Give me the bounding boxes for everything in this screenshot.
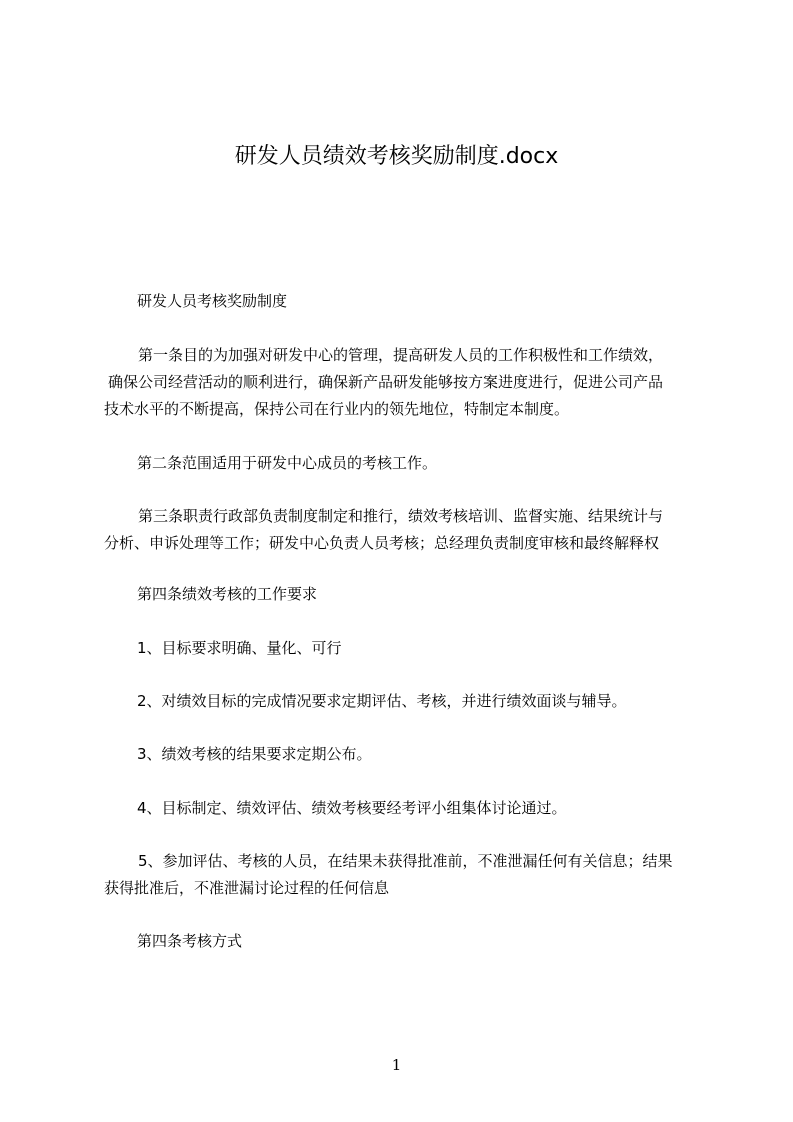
article-4b-heading: 第四条考核方式 — [137, 932, 243, 950]
article-1-paragraph — [104, 342, 714, 423]
page-number: 1 — [391, 1056, 402, 1074]
article-3-line-1: 第三条职责行政部负责制度制定和推行，绩效考核培训、监督实施、结果统计与 — [138, 507, 664, 525]
article-1-line-3: 技术水平的不断提高，保持公司在行业内的领先地位，特制定本制度。 — [104, 400, 570, 418]
requirement-item-2: 2、对绩效目标的完成情况要求定期评估、考核，并进行绩效面谈与辅导。 — [137, 692, 627, 710]
requirement-item-3: 3、绩效考核的结果要求定期公布。 — [137, 745, 372, 763]
article-1-line-2: 确保公司经营活动的顺利进行，确保新产品研发能够按方案进度进行，促进公司产品 — [108, 373, 664, 391]
requirement-item-5 — [104, 848, 714, 902]
article-3-paragraph — [104, 503, 714, 557]
requirement-5-line-2: 获得批准后，不准泄漏讨论过程的任何信息 — [104, 879, 390, 897]
requirement-5-line-1: 5、参加评估、考核的人员，在结果未获得批准前，不准泄漏任何有关信息；结果 — [138, 852, 673, 870]
section-heading: 研发人员考核奖励制度 — [137, 292, 288, 310]
document-title: 研发人员绩效考核奖励制度.docx — [234, 144, 559, 169]
requirement-item-4: 4、目标制定、绩效评估、绩效考核要经考评小组集体讨论通过。 — [137, 799, 567, 817]
requirement-item-1: 1、目标要求明确、量化、可行 — [137, 639, 342, 657]
article-4-heading: 第四条绩效考核的工作要求 — [137, 585, 318, 603]
article-3-line-2: 分析、申诉处理等工作；研发中心负责人员考核；总经理负责制度审核和最终解释权 — [104, 534, 660, 552]
article-2-paragraph: 第二条范围适用于研发中心成员的考核工作。 — [137, 454, 438, 472]
article-1-line-1: 第一条目的为加强对研发中心的管理，提高研发人员的工作积极性和工作绩效， — [138, 346, 664, 364]
